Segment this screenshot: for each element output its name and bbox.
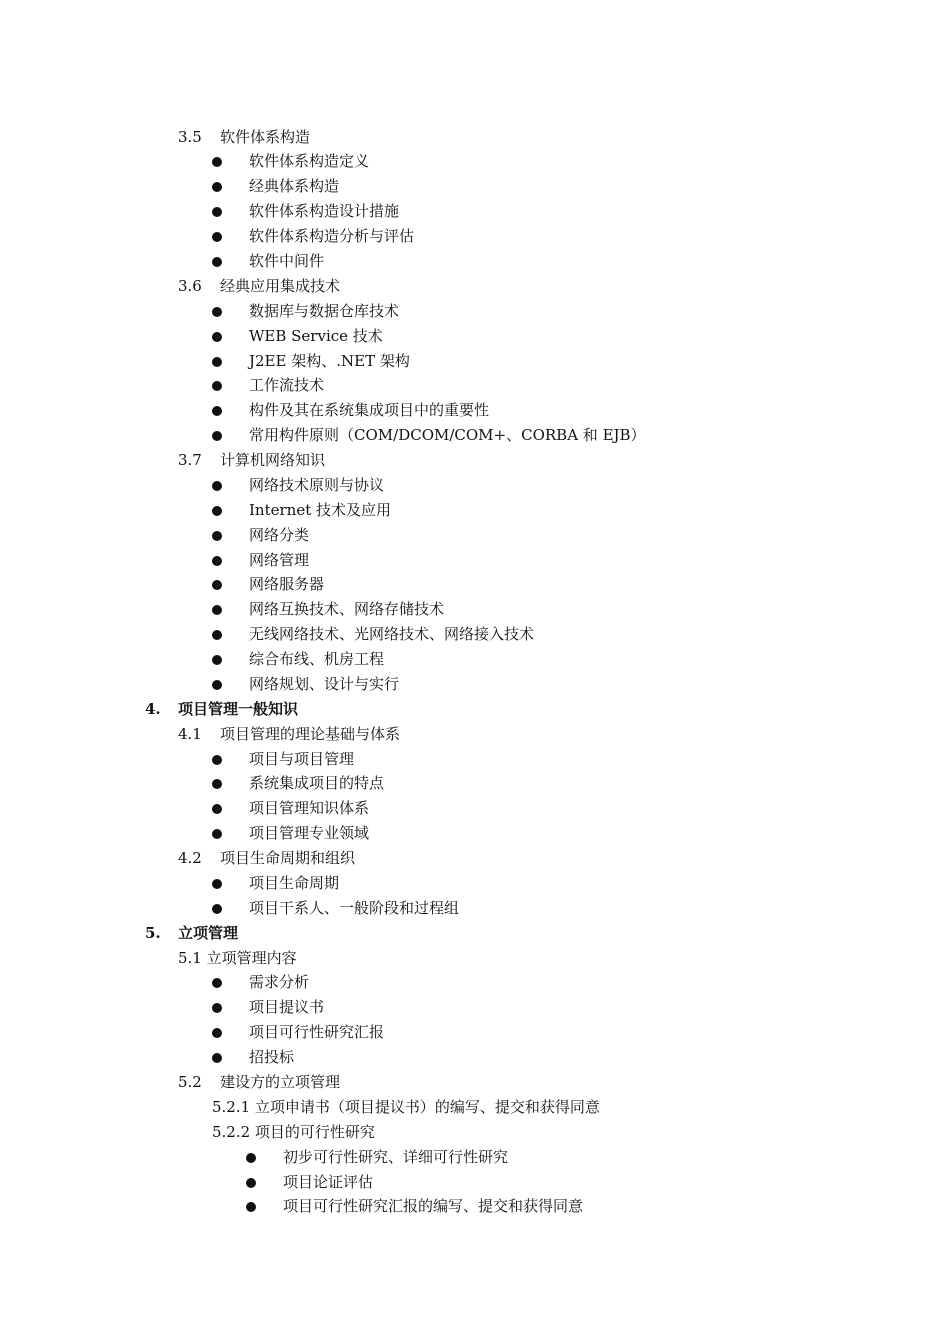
list-item-text: 项目生命周期 bbox=[249, 874, 340, 892]
bullet-icon bbox=[212, 1053, 222, 1063]
list-item-text: 系统集成项目的特点 bbox=[249, 774, 385, 792]
list-item-text: 项目管理专业领域 bbox=[249, 824, 370, 842]
subsection-title: 5.2.2 项目的可行性研究 bbox=[212, 1123, 375, 1141]
section-title: 经典应用集成技术 bbox=[220, 277, 341, 295]
list-item-text: J2EE 架构、.NET 架构 bbox=[249, 352, 410, 370]
section-title: 项目生命周期和组织 bbox=[220, 849, 356, 867]
list-item-text: 网络规划、设计与实行 bbox=[249, 675, 400, 693]
section-heading-5-2 bbox=[178, 1070, 340, 1095]
bullet-icon bbox=[212, 531, 222, 541]
list-item-text: 项目论证评估 bbox=[283, 1173, 374, 1191]
chapter-title: 项目管理一般知识 bbox=[178, 700, 299, 718]
section-number: 5.2 bbox=[178, 1073, 202, 1091]
list-item-text: 网络技术原则与协议 bbox=[249, 476, 385, 494]
section-title: 5.1 立项管理内容 bbox=[178, 949, 297, 967]
bullet-icon bbox=[212, 556, 222, 566]
bullet-icon bbox=[212, 779, 222, 789]
list-item-text: Internet 技术及应用 bbox=[249, 501, 391, 519]
section-title: 计算机网络知识 bbox=[220, 451, 326, 469]
list-item-text: 构件及其在系统集成项目中的重要性 bbox=[249, 401, 490, 419]
section-number: 4.2 bbox=[178, 849, 202, 867]
section-heading-5-1 bbox=[178, 946, 297, 971]
bullet-icon bbox=[212, 680, 222, 690]
bullet-icon bbox=[212, 904, 222, 914]
section-heading-3-5 bbox=[178, 125, 310, 150]
list-item-text: 项目提议书 bbox=[249, 998, 325, 1016]
bullet-icon bbox=[212, 307, 222, 317]
list-item-text: 网络服务器 bbox=[249, 575, 325, 593]
section-number: 3.6 bbox=[178, 277, 202, 295]
bullet-icon bbox=[212, 431, 222, 441]
bullet-icon bbox=[212, 406, 222, 416]
chapter-number: 5. bbox=[145, 924, 161, 942]
bullet-icon bbox=[212, 755, 222, 765]
bullet-icon bbox=[212, 182, 222, 192]
bullet-icon bbox=[212, 357, 222, 367]
list-item-text: 需求分析 bbox=[249, 973, 310, 991]
subsection-heading-5-2-1 bbox=[212, 1095, 600, 1120]
list-item-text: 综合布线、机房工程 bbox=[249, 650, 385, 668]
list-item-text: 无线网络技术、光网络技术、网络接入技术 bbox=[249, 625, 535, 643]
chapter-heading-5 bbox=[145, 921, 238, 946]
section-number: 3.5 bbox=[178, 128, 202, 146]
section-title: 软件体系构造 bbox=[220, 128, 311, 146]
chapter-heading-4 bbox=[145, 697, 298, 722]
bullet-icon bbox=[246, 1178, 256, 1188]
chapter-title: 立项管理 bbox=[178, 924, 239, 942]
list-item-text: 数据库与数据仓库技术 bbox=[249, 302, 400, 320]
bullet-icon bbox=[212, 1028, 222, 1038]
section-heading-3-6 bbox=[178, 274, 340, 299]
list-item-text: 软件体系构造定义 bbox=[249, 152, 370, 170]
list-item-text: 工作流技术 bbox=[249, 376, 325, 394]
section-number: 3.7 bbox=[178, 451, 202, 469]
bullet-icon bbox=[212, 332, 222, 342]
bullet-icon bbox=[212, 605, 222, 615]
section-heading-3-7 bbox=[178, 448, 325, 473]
list-item-text: 项目可行性研究汇报 bbox=[249, 1023, 385, 1041]
bullet-icon bbox=[212, 232, 222, 242]
list-item-text: 软件中间件 bbox=[249, 252, 325, 270]
bullet-icon bbox=[212, 879, 222, 889]
bullet-icon bbox=[246, 1153, 256, 1163]
list-item-text: 项目与项目管理 bbox=[249, 750, 355, 768]
section-heading-4-1 bbox=[178, 722, 400, 747]
list-item-text: 初步可行性研究、详细可行性研究 bbox=[283, 1148, 509, 1166]
bullet-icon bbox=[212, 829, 222, 839]
list-item-text: 网络管理 bbox=[249, 551, 310, 569]
subsection-title: 5.2.1 立项申请书（项目提议书）的编写、提交和获得同意 bbox=[212, 1098, 600, 1116]
bullet-icon bbox=[212, 506, 222, 516]
bullet-icon bbox=[212, 381, 222, 391]
bullet-icon bbox=[246, 1202, 256, 1212]
list-item-text: 软件体系构造设计措施 bbox=[249, 202, 400, 220]
list-item-text: 网络分类 bbox=[249, 526, 310, 544]
bullet-icon bbox=[212, 1003, 222, 1013]
bullet-icon bbox=[212, 481, 222, 491]
list-item-text: 招投标 bbox=[249, 1048, 295, 1066]
section-title: 项目管理的理论基础与体系 bbox=[220, 725, 401, 743]
list-item-text: 项目可行性研究汇报的编写、提交和获得同意 bbox=[283, 1197, 584, 1215]
subsection-heading-5-2-2 bbox=[212, 1120, 375, 1145]
bullet-icon bbox=[212, 630, 222, 640]
section-heading-4-2 bbox=[178, 846, 355, 871]
list-item-text: 常用构件原则（COM/DCOM/COM+、CORBA 和 EJB） bbox=[249, 426, 646, 444]
chapter-number: 4. bbox=[145, 700, 161, 718]
bullet-icon bbox=[212, 655, 222, 665]
bullet-icon bbox=[212, 580, 222, 590]
bullet-icon bbox=[212, 804, 222, 814]
list-item-text: 经典体系构造 bbox=[249, 177, 340, 195]
section-title: 建设方的立项管理 bbox=[220, 1073, 341, 1091]
list-item-text: 项目干系人、一般阶段和过程组 bbox=[249, 899, 460, 917]
bullet-icon bbox=[212, 157, 222, 167]
list-item-text: WEB Service 技术 bbox=[249, 327, 383, 345]
section-number: 4.1 bbox=[178, 725, 202, 743]
list-item-text: 软件体系构造分析与评估 bbox=[249, 227, 415, 245]
bullet-icon bbox=[212, 207, 222, 217]
bullet-icon bbox=[212, 978, 222, 988]
bullet-icon bbox=[212, 257, 222, 267]
list-item-text: 项目管理知识体系 bbox=[249, 799, 370, 817]
list-item-text: 网络互换技术、网络存储技术 bbox=[249, 600, 445, 618]
